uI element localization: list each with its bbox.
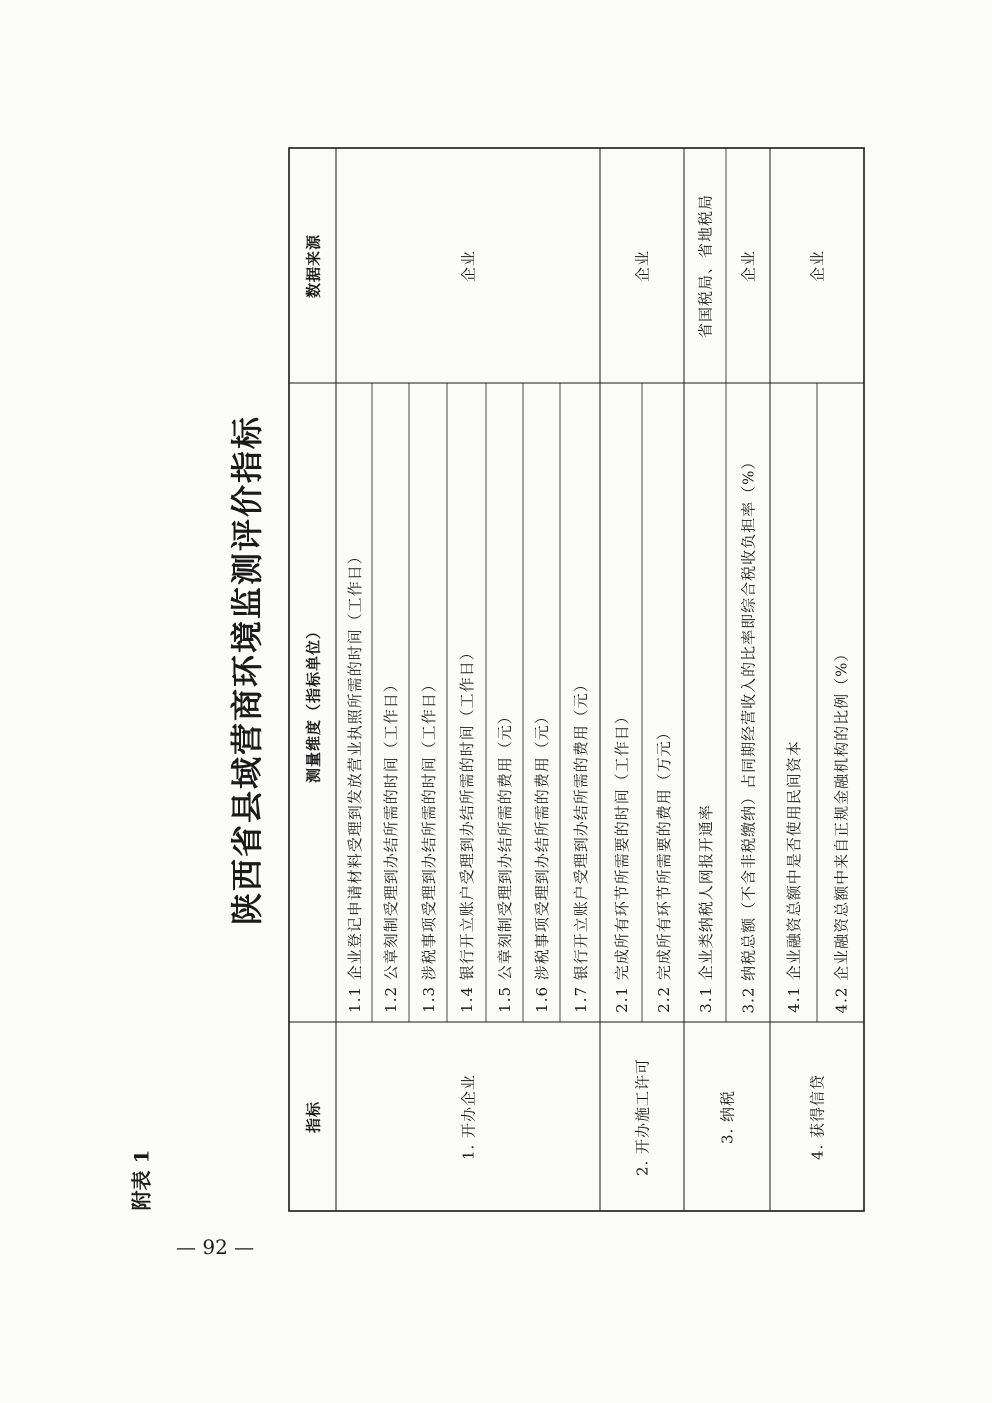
- table-row: [372, 383, 409, 1022]
- indicator-1: 1. 开办企业: [459, 1073, 478, 1160]
- title-cell: [210, 380, 280, 960]
- row-3-1: 3.1 企业类纳税人网报开通率: [696, 804, 715, 1013]
- source-3-2: 企业: [739, 249, 758, 282]
- indicator-2: 2. 开办施工许可: [633, 1057, 652, 1176]
- header-indicator-cell: [289, 1022, 336, 1211]
- table-row: [642, 383, 684, 1022]
- table-row: [486, 383, 523, 1022]
- row-4-2: 4.2 企业融资总额中来自正规金融机构的比例（%）: [831, 645, 850, 1013]
- row-1-6: 1.6 涉税事项受理到办结所需的费用（元）: [532, 708, 551, 1013]
- row-1-5: 1.5 公章刻制受理到办结所需的费用（元）: [495, 708, 514, 1013]
- source-cell: [684, 148, 726, 383]
- row-1-4: 1.4 银行开立账户受理到办结所需的时间（工作日）: [457, 644, 476, 1013]
- header-source-cell: [289, 148, 336, 383]
- source-cell: [600, 148, 684, 383]
- header-source: 数据来源: [304, 233, 322, 298]
- table-row: [817, 383, 864, 1022]
- table-row: [684, 383, 726, 1022]
- source-4: 企业: [808, 249, 827, 282]
- attachment-label-cell: [112, 1120, 168, 1240]
- row-1-2: 1.2 公章刻制受理到办结所需的时间（工作日）: [381, 676, 400, 1013]
- table-row: [523, 383, 560, 1022]
- source-cell: [770, 148, 864, 383]
- source-cell: [336, 148, 600, 383]
- indicator-4: 4. 获得信贷: [808, 1073, 827, 1160]
- source-1: 企业: [459, 249, 478, 282]
- indicator-3: 3. 纳税: [718, 1089, 737, 1144]
- indicator-cell: [684, 1022, 770, 1211]
- row-1-3: 1.3 涉税事项受理到办结所需的时间（工作日）: [419, 676, 438, 1013]
- header-dimension-cell: [289, 383, 336, 1022]
- attachment-label: 附表 1: [129, 1149, 154, 1211]
- page-number: — 92 —: [176, 1235, 255, 1259]
- indicator-cell: [336, 1022, 600, 1211]
- row-1-7: 1.7 银行开立账户受理到办结所需的费用（元）: [571, 676, 590, 1013]
- indicator-cell: [600, 1022, 684, 1211]
- table-row: [447, 383, 486, 1022]
- table-row: [560, 383, 600, 1022]
- source-cell: [726, 148, 770, 383]
- row-1-1: 1.1 企业登记申请材料受理到发放营业执照所需的时间（工作日）: [345, 548, 364, 1013]
- header-indicator: 指标: [304, 1100, 322, 1133]
- source-3-1: 省国税局、省地税局: [696, 193, 715, 338]
- row-3-2: 3.2 纳税总额（不含非税缴纳）占同期经营收入的比率即综合税收负担率（%）: [739, 453, 758, 1013]
- indicator-cell: [770, 1022, 864, 1211]
- row-4-1: 4.1 企业融资总额中是否使用民间资本: [784, 740, 803, 1013]
- table-row: [600, 383, 642, 1022]
- page-title: 陕西省县域营商环境监测评价指标: [228, 414, 266, 926]
- table-row: [409, 383, 447, 1022]
- table-row: [336, 383, 372, 1022]
- source-2: 企业: [633, 249, 652, 282]
- row-2-1: 2.1 完成所有环节所需要的时间（工作日）: [612, 708, 631, 1013]
- header-dimension: 测量维度（指标单位）: [304, 622, 322, 783]
- table-row: [770, 383, 817, 1022]
- table-row: [726, 383, 770, 1022]
- row-2-2: 2.2 完成所有环节所需要的费用（万元）: [654, 724, 673, 1013]
